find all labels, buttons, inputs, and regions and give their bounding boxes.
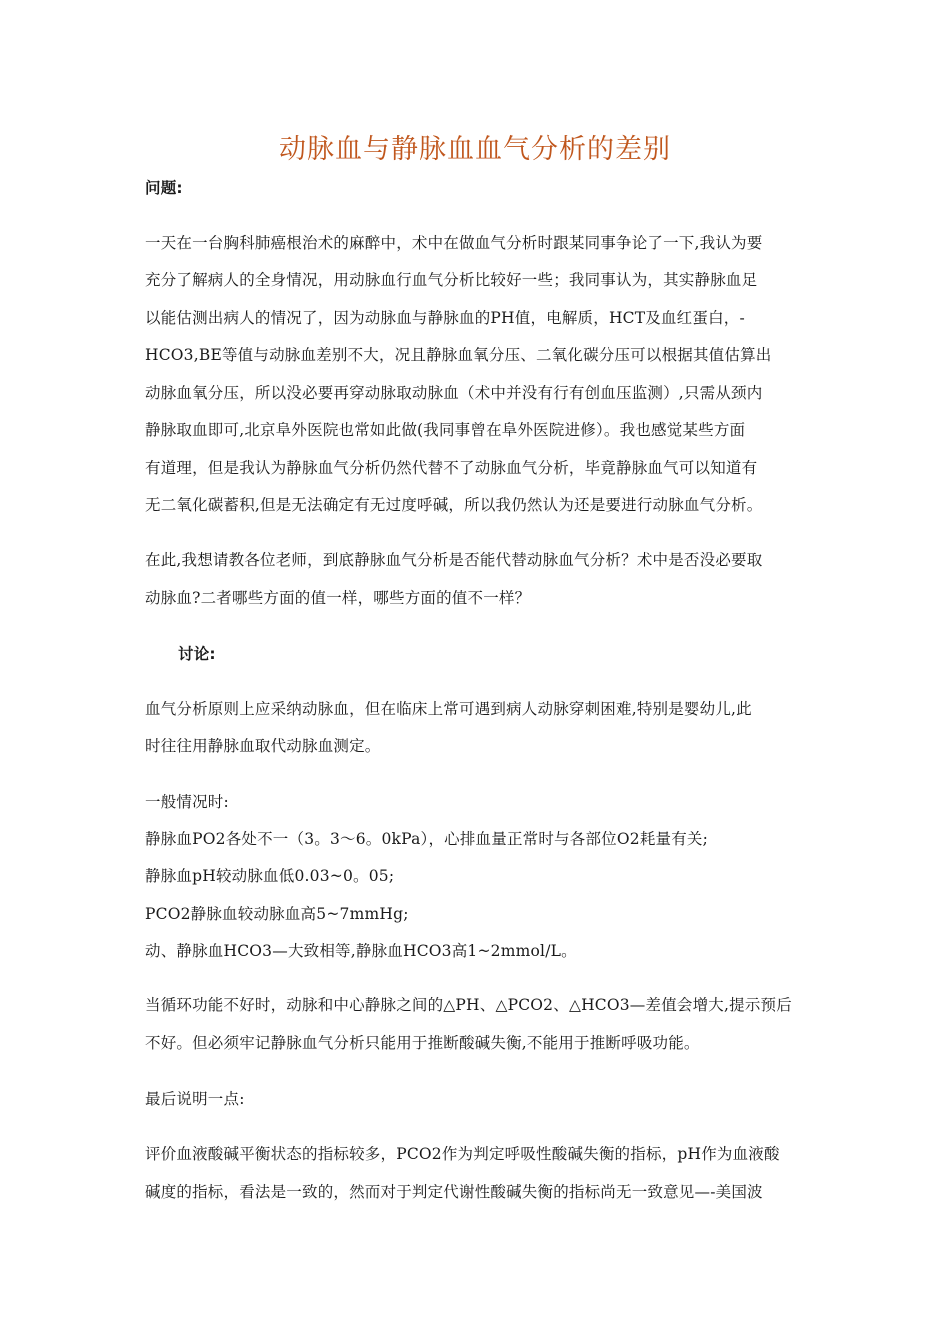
general-item: 动、静脉血HCO3—大致相等,静脉血HCO3高1~2mmol/L。 bbox=[145, 942, 577, 960]
question-label: 问题: bbox=[145, 179, 183, 197]
question-line: 无二氧化碳蓄积,但是无法确定有无过度呼碱，所以我仍然认为还是要进行动脉血气分析。 bbox=[145, 496, 763, 514]
question-line: 动脉血氧分压，所以没必要再穿动脉取动脉血（术中并没有行有创血压监测）,只需从颈内 bbox=[145, 384, 763, 402]
question-line: 以能估测出病人的情况了，因为动脉血与静脉血的PH值，电解质，HCT及血红蛋白，- bbox=[145, 309, 745, 327]
general-item: 静脉血pH较动脉血低0.03~0。05; bbox=[145, 867, 395, 885]
final-line: 碱度的指标，看法是一致的，然而对于判定代谢性酸碱失衡的指标尚无一致意见—-美国波 bbox=[145, 1183, 763, 1201]
page-title: 动脉血与静脉血血气分析的差别 bbox=[279, 134, 671, 165]
question-line: 静脉取血即可,北京阜外医院也常如此做(我同事曾在阜外医院进修）。我也感觉某些方面 bbox=[145, 421, 746, 439]
question-line: 充分了解病人的全身情况，用动脉血行血气分析比较好一些；我同事认为，其实静脉血足 bbox=[145, 271, 758, 289]
final-label: 最后说明一点: bbox=[145, 1090, 245, 1108]
circulation-line: 不好。但必须牢记静脉血气分析只能用于推断酸碱失衡,不能用于推断呼吸功能。 bbox=[145, 1034, 700, 1052]
question-line: HCO3,BE等值与动脉血差别不大，况且静脉血氧分压、二氧化碳分压可以根据其值估算出 bbox=[145, 346, 772, 364]
general-item: 静脉血PO2各处不一（3。3～6。0kPa），心排血量正常时与各部位O2耗量有关; bbox=[145, 830, 709, 848]
general-label: 一般情况时: bbox=[145, 793, 229, 811]
discussion-label: 讨论: bbox=[178, 645, 216, 663]
ask-line: 动脉血?二者哪些方面的值一样，哪些方面的值不一样？ bbox=[145, 589, 531, 607]
discussion-line: 时往往用静脉血取代动脉血测定。 bbox=[145, 737, 381, 755]
final-line: 评价血液酸碱平衡状态的指标较多，PCO2作为判定呼吸性酸碱失衡的指标，pH作为血液酸 bbox=[145, 1145, 780, 1163]
ask-line: 在此,我想请教各位老师，到底静脉血气分析是否能代替动脉血气分析？术中是否没必要取 bbox=[145, 551, 763, 569]
discussion-line: 血气分析原则上应采纳动脉血，但在临床上常可遇到病人动脉穿刺困难,特别是婴幼儿,此 bbox=[145, 700, 752, 718]
general-item: PCO2静脉血较动脉血高5~7mmHg; bbox=[145, 905, 409, 923]
question-line: 有道理，但是我认为静脉血气分析仍然代替不了动脉血气分析，毕竟静脉血气可以知道有 bbox=[145, 459, 758, 477]
question-line: 一天在一台胸科肺癌根治术的麻醉中，术中在做血气分析时跟某同事争论了一下,我认为要 bbox=[145, 234, 763, 252]
circulation-line: 当循环功能不好时，动脉和中心静脉之间的△PH、△PCO2、△HCO3—差值会增大,提示预后 bbox=[145, 996, 792, 1014]
